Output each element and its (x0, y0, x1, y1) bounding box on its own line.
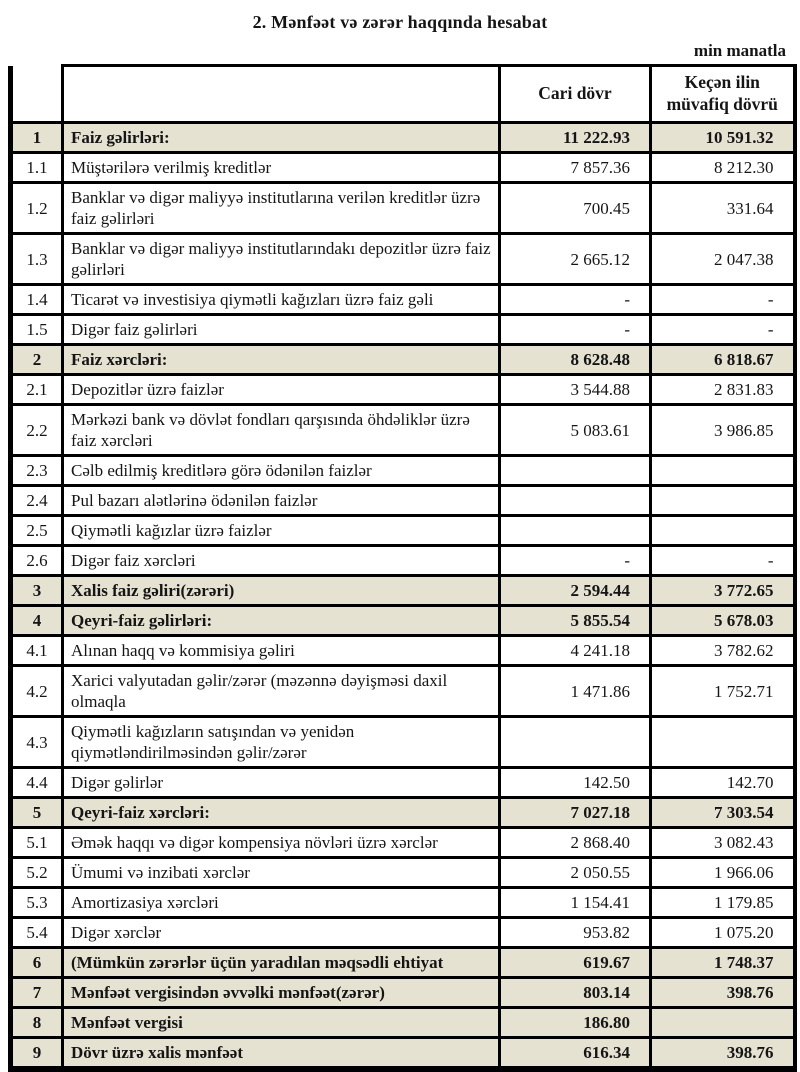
row-label-cell: Faiz xərcləri: (63, 345, 500, 375)
current-period-value-cell: 142.50 (500, 768, 651, 798)
profit-loss-table (8, 64, 797, 1072)
current-period-value-cell: 11 222.93 (500, 123, 651, 153)
previous-period-value-cell (651, 717, 795, 768)
current-period-value-cell: 700.45 (500, 183, 651, 234)
current-period-value-cell: 2 050.55 (500, 858, 651, 888)
row-label-cell: Ticarət və investisiya qiymətli kağızları üzrə faiz gəli (63, 285, 500, 315)
table-row (11, 606, 795, 636)
row-number-cell: 2 (11, 345, 63, 375)
row-label-cell: Faiz gəlirləri: (63, 123, 500, 153)
row-number-cell: 5.3 (11, 888, 63, 918)
row-number-cell: 2.3 (11, 456, 63, 486)
previous-period-value-cell: 1 748.37 (651, 948, 795, 978)
table-row (11, 948, 795, 978)
table-row (11, 1008, 795, 1038)
row-label-cell: Amortizasiya xərcləri (63, 888, 500, 918)
row-number-cell: 5.1 (11, 828, 63, 858)
current-period-value-cell: - (500, 285, 651, 315)
current-period-value-cell: 7 027.18 (500, 798, 651, 828)
previous-period-value-cell: 331.64 (651, 183, 795, 234)
table-row (11, 345, 795, 375)
previous-period-value-cell: 142.70 (651, 768, 795, 798)
row-label-cell: Qiymətli kağızların satışından və yenidən qiymətləndirilməsindən gəlir/zərər (63, 717, 500, 768)
previous-period-value-cell: 3 986.85 (651, 405, 795, 456)
previous-period-value-cell: 3 082.43 (651, 828, 795, 858)
current-period-value-cell: 5 083.61 (500, 405, 651, 456)
previous-period-value-cell: 6 818.67 (651, 345, 795, 375)
table-row (11, 546, 795, 576)
row-label-cell: (Mümkün zərərlər üçün yaradılan məqsədli ehtiyat (63, 948, 500, 978)
row-number-cell: 2.4 (11, 486, 63, 516)
row-number-cell: 1.2 (11, 183, 63, 234)
row-number-cell: 5.2 (11, 858, 63, 888)
table-row (11, 576, 795, 606)
current-period-value-cell: 2 594.44 (500, 576, 651, 606)
row-number-cell: 1.1 (11, 153, 63, 183)
current-period-value-cell: 4 241.18 (500, 636, 651, 666)
row-number-cell: 4 (11, 606, 63, 636)
row-label-cell: Mənfəət vergisindən əvvəlki mənfəət(zərər) (63, 978, 500, 1008)
row-label-cell: Ümumi və inzibati xərclər (63, 858, 500, 888)
table-row (11, 828, 795, 858)
previous-period-value-cell: 3 782.62 (651, 636, 795, 666)
current-period-value-cell: 803.14 (500, 978, 651, 1008)
row-number-cell: 7 (11, 978, 63, 1008)
row-number-cell: 4.3 (11, 717, 63, 768)
col-header-previous-period: Keçən ilin müvafiq dövrü (651, 66, 795, 123)
row-label-cell: Müştərilərə verilmiş kreditlər (63, 153, 500, 183)
row-number-cell: 4.2 (11, 666, 63, 717)
table-row (11, 183, 795, 234)
current-period-value-cell: - (500, 546, 651, 576)
table-row (11, 405, 795, 456)
header-row (11, 66, 795, 123)
row-number-cell: 2.5 (11, 516, 63, 546)
table-row (11, 375, 795, 405)
current-period-value-cell: 3 544.88 (500, 375, 651, 405)
row-label-cell: Xarici valyutadan gəlir/zərər (məzənnə dəyişməsi daxil olmaqla (63, 666, 500, 717)
row-label-cell: Pul bazarı alətlərinə ödənilən faizlər (63, 486, 500, 516)
current-period-value-cell: 8 628.48 (500, 345, 651, 375)
previous-period-value-cell: - (651, 285, 795, 315)
current-period-value-cell: 5 855.54 (500, 606, 651, 636)
previous-period-value-cell (651, 516, 795, 546)
table-row (11, 1038, 795, 1070)
previous-period-value-cell: - (651, 546, 795, 576)
table-row (11, 768, 795, 798)
previous-period-value-cell: 2 047.38 (651, 234, 795, 285)
row-number-cell: 1 (11, 123, 63, 153)
row-label-cell: Qeyri-faiz gəlirləri: (63, 606, 500, 636)
previous-period-value-cell: 1 752.71 (651, 666, 795, 717)
current-period-value-cell: 619.67 (500, 948, 651, 978)
row-number-cell: 9 (11, 1038, 63, 1070)
table-row (11, 798, 795, 828)
row-label-cell: Qiymətli kağızlar üzrə faizlər (63, 516, 500, 546)
row-label-cell: Banklar və digər maliyyə institutlarına verilən kreditlər üzrə faiz gəlirləri (63, 183, 500, 234)
row-label-cell: Digər faiz xərcləri (63, 546, 500, 576)
current-period-value-cell: 616.34 (500, 1038, 651, 1070)
current-period-value-cell: 953.82 (500, 918, 651, 948)
previous-period-value-cell: 1 966.06 (651, 858, 795, 888)
page-title: 2. Mənfəət və zərər haqqında hesabat (252, 12, 548, 32)
row-label-cell: Cəlb edilmiş kreditlərə görə ödənilən faizlər (63, 456, 500, 486)
table-row (11, 486, 795, 516)
current-period-value-cell: 2 665.12 (500, 234, 651, 285)
current-period-value-cell: 2 868.40 (500, 828, 651, 858)
row-label-cell: Mərkəzi bank və dövlət fondları qarşısında öhdəliklər üzrə faiz xərcləri (63, 405, 500, 456)
previous-period-value-cell: 2 831.83 (651, 375, 795, 405)
table-row (11, 978, 795, 1008)
row-number-cell: 2.1 (11, 375, 63, 405)
table-row (11, 858, 795, 888)
table-body (11, 123, 795, 1070)
previous-period-value-cell: 10 591.32 (651, 123, 795, 153)
previous-period-value-cell (651, 1008, 795, 1038)
row-number-cell: 8 (11, 1008, 63, 1038)
table-row (11, 636, 795, 666)
row-number-cell: 6 (11, 948, 63, 978)
table-row (11, 666, 795, 717)
row-label-cell: Mənfəət vergisi (63, 1008, 500, 1038)
row-number-cell: 5 (11, 798, 63, 828)
col-header-current-period: Cari dövr (500, 66, 651, 123)
row-number-cell: 4.1 (11, 636, 63, 666)
previous-period-value-cell: 398.76 (651, 978, 795, 1008)
previous-period-value-cell (651, 456, 795, 486)
row-label-cell: Qeyri-faiz xərcləri: (63, 798, 500, 828)
row-number-cell: 1.3 (11, 234, 63, 285)
current-period-value-cell (500, 717, 651, 768)
table-row (11, 918, 795, 948)
table-row (11, 285, 795, 315)
table-row (11, 153, 795, 183)
row-label-cell: Alınan haqq və kommisiya gəliri (63, 636, 500, 666)
row-label-cell: Digər faiz gəlirləri (63, 315, 500, 345)
table-row (11, 123, 795, 153)
table-row (11, 315, 795, 345)
previous-period-value-cell: 1 179.85 (651, 888, 795, 918)
table-row (11, 456, 795, 486)
current-period-value-cell (500, 456, 651, 486)
row-label-cell: Depozitlər üzrə faizlər (63, 375, 500, 405)
previous-period-value-cell: - (651, 315, 795, 345)
current-period-value-cell: 1 471.86 (500, 666, 651, 717)
row-label-cell: Əmək haqqı və digər kompensiya növləri üzrə xərclər (63, 828, 500, 858)
table-row (11, 516, 795, 546)
row-number-cell: 1.5 (11, 315, 63, 345)
row-label-cell: Dövr üzrə xalis mənfəət (63, 1038, 500, 1070)
row-number-cell: 4.4 (11, 768, 63, 798)
table-row (11, 234, 795, 285)
col-header-number (11, 66, 63, 123)
previous-period-value-cell (651, 486, 795, 516)
row-label-cell: Digər xərclər (63, 918, 500, 948)
current-period-value-cell: 186.80 (500, 1008, 651, 1038)
row-number-cell: 3 (11, 576, 63, 606)
unit-note: min manatla (693, 41, 786, 60)
row-label-cell: Digər gəlirlər (63, 768, 500, 798)
previous-period-value-cell: 5 678.03 (651, 606, 795, 636)
current-period-value-cell (500, 486, 651, 516)
current-period-value-cell (500, 516, 651, 546)
row-number-cell: 5.4 (11, 918, 63, 948)
previous-period-value-cell: 8 212.30 (651, 153, 795, 183)
row-label-cell: Xalis faiz gəliri(zərəri) (63, 576, 500, 606)
table-row (11, 888, 795, 918)
col-header-description (63, 66, 500, 123)
previous-period-value-cell: 1 075.20 (651, 918, 795, 948)
row-label-cell: Banklar və digər maliyyə institutlarındakı depozitlər üzrə faiz gəlirləri (63, 234, 500, 285)
row-number-cell: 2.6 (11, 546, 63, 576)
row-number-cell: 1.4 (11, 285, 63, 315)
previous-period-value-cell: 7 303.54 (651, 798, 795, 828)
table-row (11, 717, 795, 768)
previous-period-value-cell: 3 772.65 (651, 576, 795, 606)
current-period-value-cell: 1 154.41 (500, 888, 651, 918)
previous-period-value-cell: 398.76 (651, 1038, 795, 1070)
row-number-cell: 2.2 (11, 405, 63, 456)
current-period-value-cell: - (500, 315, 651, 345)
current-period-value-cell: 7 857.36 (500, 153, 651, 183)
